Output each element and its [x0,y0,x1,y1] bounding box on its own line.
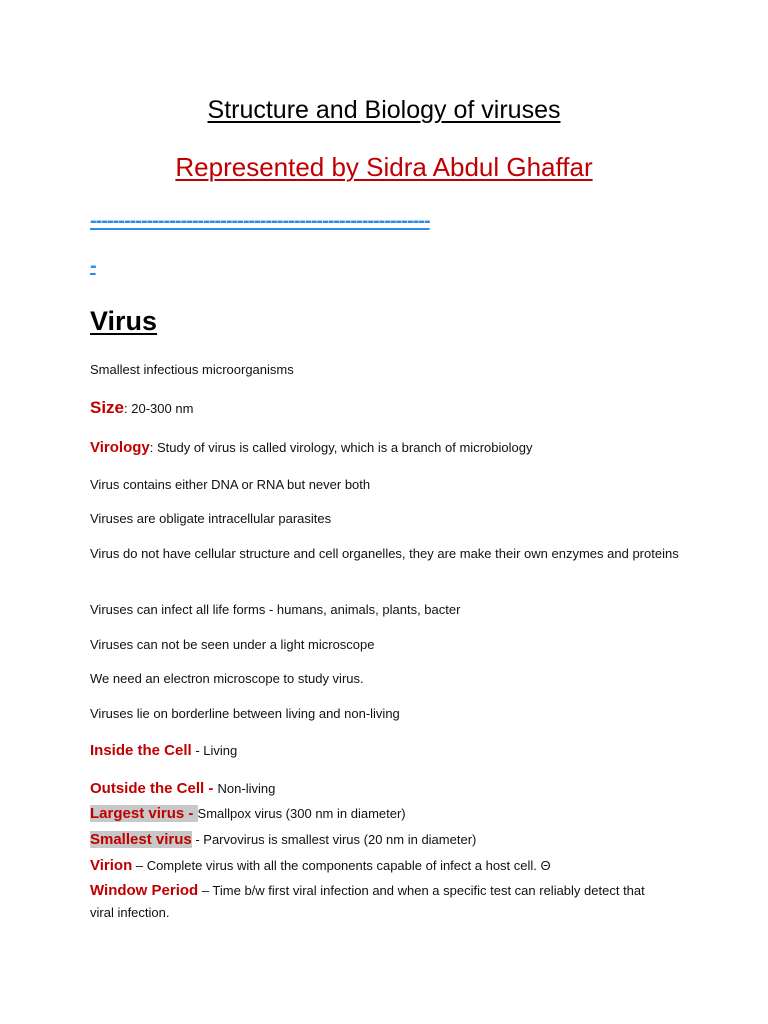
fact-line: Virus contains either DNA or RNA but never both [90,477,371,492]
fact-line: We need an electron microscope to study virus. [90,671,364,686]
outside-cell-line [90,778,275,800]
virology-line [90,437,532,459]
outside-cell-label: Outside the Cell - [90,780,218,797]
smallest-virus-label: Smallest virus [90,831,192,848]
dashed-divider-tail: - [90,255,96,277]
virology-text: : Study of virus is called virology, which is a branch of microbiology [149,440,533,455]
document-title: Structure and Biology of viruses [207,96,561,124]
window-period-label: Window Period [90,882,199,899]
size-label: Size [90,398,125,417]
outside-cell-text: Non-living [217,781,276,796]
virion-text: – Complete virus with all the components capable of infect a host cell. Θ [132,858,551,873]
fact-line: Viruses can infect all life forms - humans, animals, plants, bacter [90,602,461,617]
fact-line: Virus do not have cellular structure and cell organelles, they are make their own enzymes and proteins [90,546,679,561]
window-period-line [90,880,665,924]
smallest-virus-text: - Parvovirus is smallest virus (20 nm in diameter) [191,832,477,847]
virion-line [90,855,551,877]
fact-line: Viruses lie on borderline between living and non-living [90,706,400,721]
inside-cell-label: Inside the Cell [90,742,192,759]
virion-label: Virion [90,857,133,874]
smallest-virus-line [90,829,476,851]
dashed-divider: ------------------------------------------------------------ [90,210,430,232]
document-author: Represented by Sidra Abdul Ghaffar [175,152,593,182]
size-line [90,397,193,420]
largest-virus-line [90,803,406,825]
window-period-text: – Time b/w first viral infection and when a specific test can reliably detect that viral infection. [90,883,645,920]
inside-cell-text: - Living [191,743,238,758]
fact-line: Viruses are obligate intracellular parasites [90,511,332,526]
virology-label: Virology [90,439,150,456]
section-heading: Virus [90,306,158,336]
largest-virus-text: Smallpox virus (300 nm in diameter) [197,806,406,821]
inside-cell-line [90,740,237,762]
largest-virus-label: Largest virus - [90,805,198,822]
fact-line: Viruses can not be seen under a light microscope [90,637,375,652]
size-value: : 20-300 nm [124,401,194,416]
intro-text: Smallest infectious microorganisms [90,362,294,377]
